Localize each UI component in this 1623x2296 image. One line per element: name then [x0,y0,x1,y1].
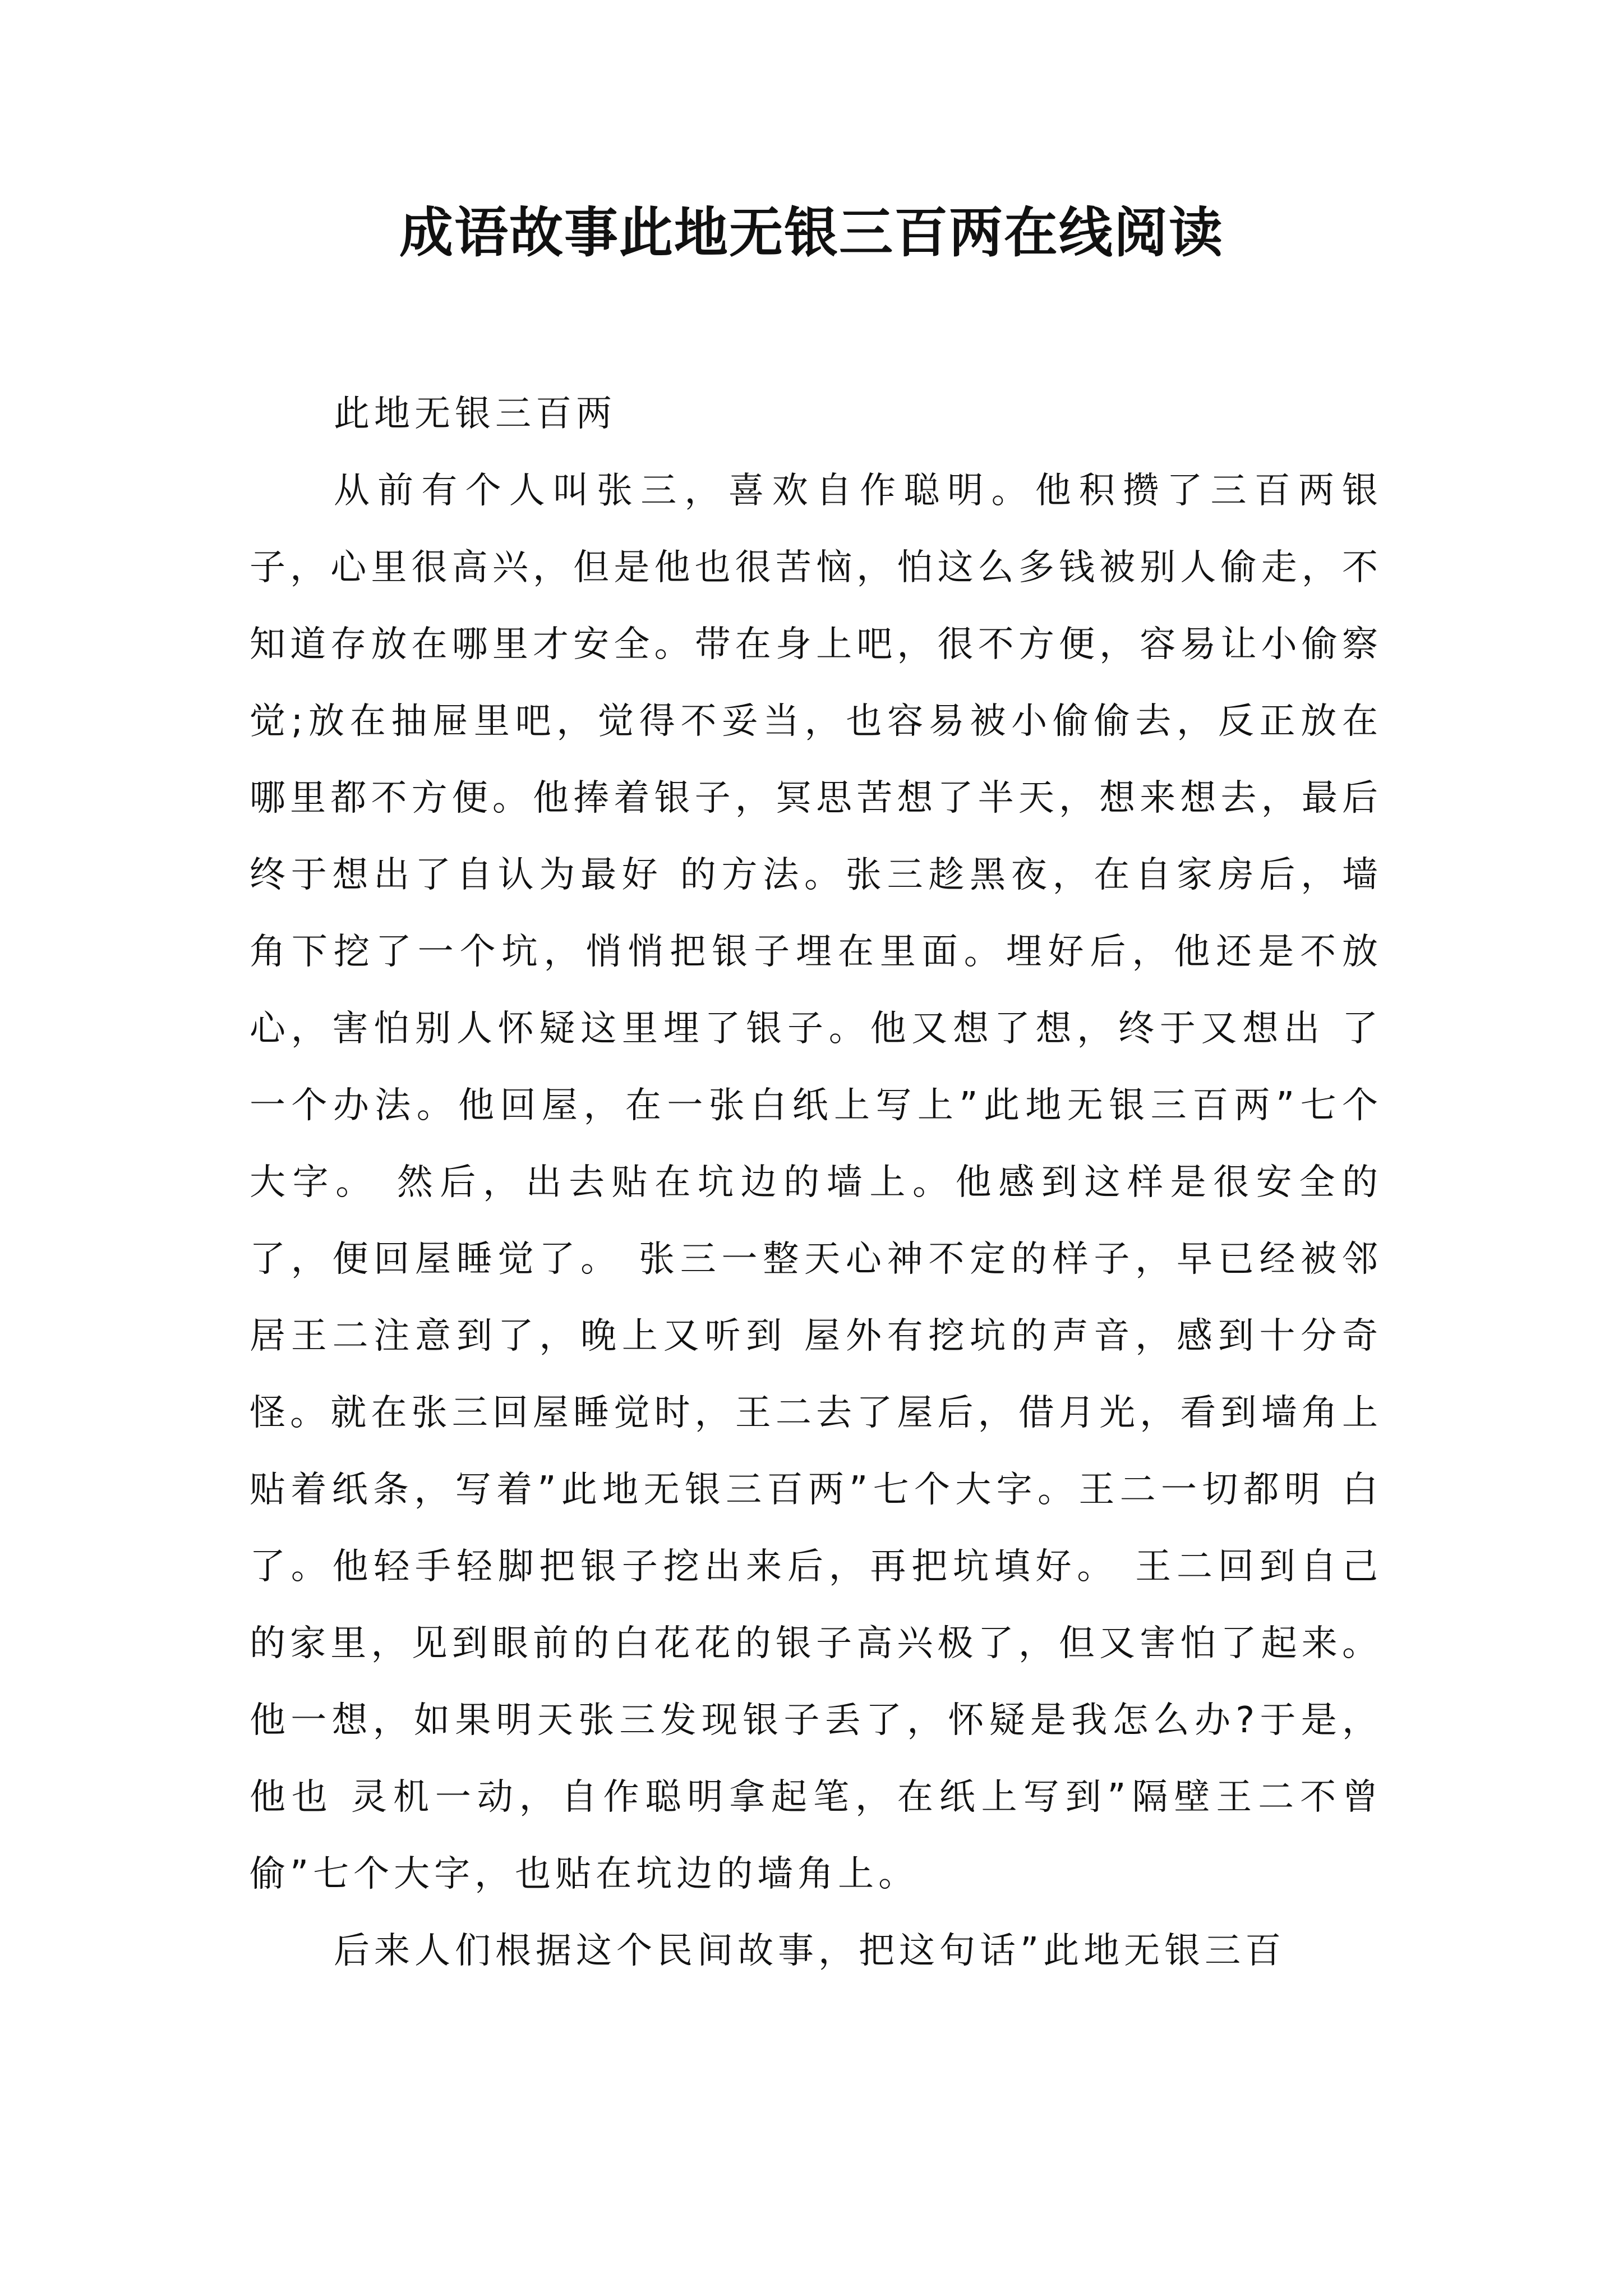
story-heading: 此地无银三百两 [334,393,616,435]
document-title: 成语故事此地无银三百两在线阅读 [399,201,1224,264]
story-paragraph: 从前有个人叫张三，喜欢自作聪明。他积攒了三百两银子，心里很高兴，但是他也很苦恼，怕这么多钱被别人偷走，不知道存放在哪里才安全。带在身上吧，很不方便，容易让小偷察觉;放在抽屉里吧，觉得不妥当，也容易被小偷偷去，反正放在哪里都不方便。他捧着银子，冥思苦想了半天，想来想去，最后终于想出了自认为最好 的方法。张三趁黑夜，在自家房后，墙角下挖了一个坑，悄悄把银子埋在里面。埋好后，他还是不放心，害怕别人怀疑这里埋了银子。他又想了想，终于又想出 了一个办法。他回屋，在一张白纸上写上”此地无银三百两”七个大字。 然后，出去贴在坑边的墙上。他感到这样是很安全的了，便回屋睡觉了。 张三一整天心神不定的样子，早已经被邻居王二注意到了，晚上又听到 屋外有挖坑的声音，感到十分奇怪。就在张三回屋睡觉时，王二去了屋后，借月光，看到墙角上贴着纸条，写着”此地无银三百两”七个大字。王二一切都明 白了。他轻手轻脚把银子挖出来后，再把坑填好。 王二回到自己的家里，见到眼前的白花花的银子高兴极了，但又害怕了起来。他一想，如果明天张三发现银子丢了，怀疑是我怎么办?于是，他也 灵机一动，自作聪明拿起笔，在纸上写到”隔壁王二不曾偷”七个大字，也贴在坑边的墙角上。 [250,470,1382,1895]
document-body [250,376,1382,1990]
story-paragraph: 后来人们根据这个民间故事，把这句话”此地无银三百 [334,1930,1286,1972]
